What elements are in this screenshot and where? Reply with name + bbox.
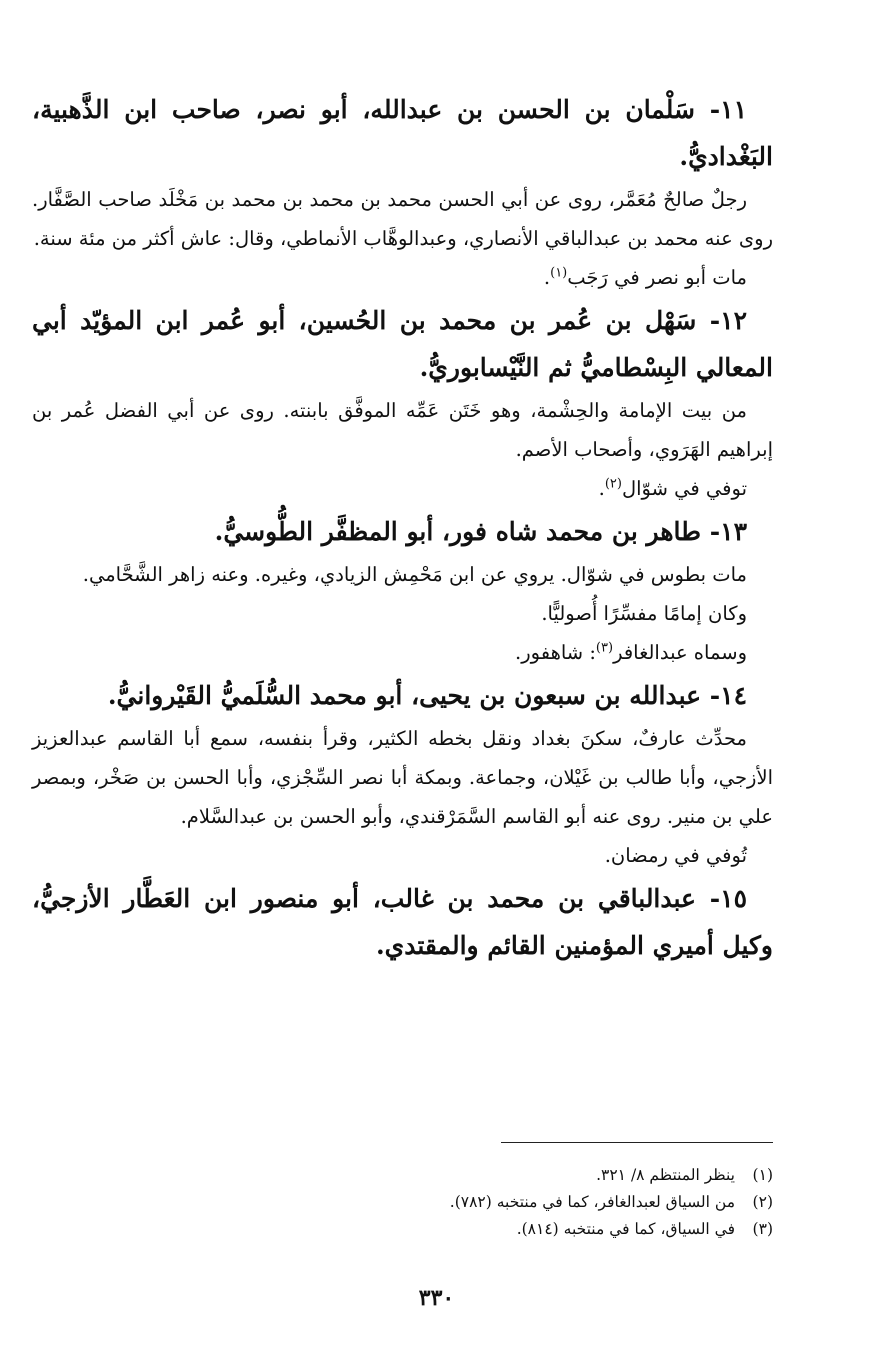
entry-paragraph [32,633,773,672]
footnote-text: من السياق لعبدالغافر، كما في منتخبه (٧٨٢). [449,1193,735,1211]
entry-paragraph [32,258,773,297]
footnote-item [32,1162,773,1189]
footnote-marker[interactable]: (١) [550,265,568,281]
entry-paragraph: وكان إمامًا مفسِّرًا أُصوليًّا. [541,602,747,625]
footnote-item [32,1189,773,1216]
entry-heading: ١٤- عبدالله بن سبعون بن يحيى، أبو محمد السُّلَميُّ القَيْروانيُّ. [107,681,747,710]
entry-heading: ١٣- طاهر بن محمد شاه فور، أبو المظفَّر الطُّوسيُّ. [214,517,747,546]
paragraph-tail: : شاهفور. [515,641,596,664]
biography-entry [32,672,773,875]
footnote-item [32,1216,773,1243]
footnote-marker[interactable]: (٢) [604,476,622,492]
entry-paragraph: رجلٌ صالحٌ مُعَمَّر، روى عن أبي الحسن محمد بن محمد بن محمد بن مَخْلَد صاحب الصَّفَّار. روى عنه محمد بن عبدالباقي الأنصاري، وعبدالوهَّاب الأنماطي، وقال: عاش أكثر من مئة سنة. [32,188,773,250]
entry-heading: ١١- سَلْمان بن الحسن بن عبدالله، أبو نصر، صاحب ابن الذَّهبية، البَغْداديُّ. [32,95,773,171]
footnote-marker[interactable]: (٣) [595,640,614,656]
entry-paragraph: تُوفي في رمضان. [604,844,747,867]
entry-paragraph: محدِّث عارفٌ، سكنَ بغداد ونقل بخطه الكثير، وقرأ بنفسه، سمع أبا القاسم عبدالعزيز الأزجي، وأبا طالب بن غَيْلان، وجماعة. وبمكة أبا نصر السِّجْزي، وأبا الحسن بن صَخْر، وبمصر علي بن منير. روى عنه أبو القاسم السَّمَرْقندي، وأبو الحسن بن عبدالسَّلام. [32,727,773,828]
page-number: ٣٣٠ [418,1285,455,1311]
biography-entry [32,508,773,672]
footnote-text: ينظر المنتظم ٨/ ٣٢١. [596,1166,735,1184]
footnotes-section [32,1162,773,1243]
biography-entry [32,297,773,508]
paragraph-text: توفي في شوّال [621,477,747,500]
entry-paragraph: من بيت الإمامة والحِشْمة، وهو خَتَن عَمِّه الموفَّق بابنته. روى عن أبي الفضل عُمر بن إبراهيم الهَرَوي، وأصحاب الأصم. [32,399,773,461]
footnote-number: (٢) [752,1193,773,1211]
footnote-number: (١) [752,1166,773,1184]
entry-paragraph: مات بطوس في شوّال. يروي عن ابن مَحْمِش الزيادي، وغيره. وعنه زاهر الشَّحَّامي. [82,563,747,586]
footnote-divider [501,1142,773,1143]
paragraph-text: وسماه عبدالغافر [613,641,747,664]
paragraph-tail: . [598,477,605,500]
footnote-number: (٣) [752,1220,773,1238]
biography-entry [32,875,773,969]
entry-heading: ١٢- سَهْل بن عُمر بن محمد بن الحُسين، أبو عُمر ابن المؤيّد أبي المعالي البِسْطاميُّ ثم النَّيْسابوريُّ. [32,306,773,382]
page-body [32,86,773,969]
footnote-text: في السياق، كما في منتخبه (٨١٤). [516,1220,735,1238]
paragraph-text: مات أبو نصر في رَجَب [567,266,747,289]
paragraph-tail: . [543,266,551,289]
entry-paragraph [32,469,773,508]
entry-heading: ١٥- عبدالباقي بن محمد بن غالب، أبو منصور ابن العَطَّار الأزجيُّ، وكيل أميري المؤمنين القائم والمقتدي. [32,884,773,960]
biography-entry [32,86,773,297]
